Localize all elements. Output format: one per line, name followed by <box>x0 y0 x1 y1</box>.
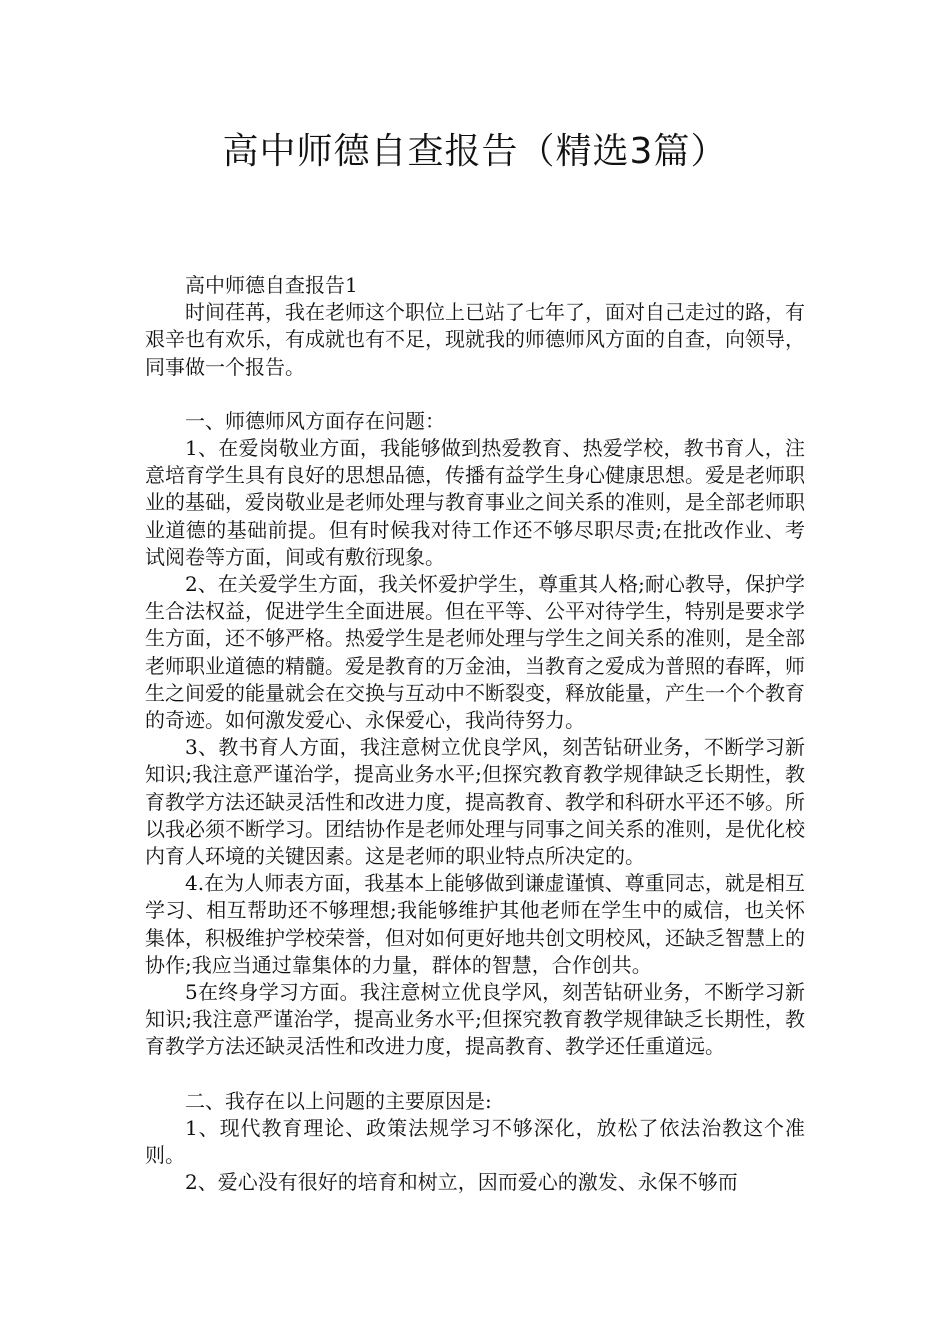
paragraph-item-2: 2、在关爱学生方面，我关怀爱护学生，尊重其人格;耐心教导，保护学生合法权益，促进学生全面进展。但在平等、公平对待学生，特别是要求学生方面，还不够严格。热爱学生是老师处理与学生之间关系的准则，是全部老师职业道德的精髓。爱是教育的万金油，当教育之爱成为普照的春晖，师生之间爱的能量就会在交换与互动中不断裂变，释放能量，产生一个个教育的奇迹。如何激发爱心、永保爱心，我尚待努力。 <box>145 572 805 733</box>
paragraph-item-4: 4.在为人师表方面，我基本上能够做到谦虚谨慎、尊重同志，就是相互学习、相互帮助还不够理想;我能够维护其他老师在学生中的威信，也关怀集体，积极维护学校荣誉，但对如何更好地共创文明校风，还缺乏智慧上的协作;我应当通过靠集体的力量，群体的智慧，合作创共。 <box>145 871 805 977</box>
document-title: 高中师德自查报告（精选3篇） <box>222 131 728 172</box>
paragraph-item-5: 5在终身学习方面。我注意树立优良学风，刻苦钻研业务，不断学习新知识;我注意严谨治学，提高业务水平;但探究教育教学规律缺乏长期性，教育教学方法还缺灵活性和改进力度，提高教育、教学还任重道远。 <box>145 980 805 1059</box>
paragraph-item-1: 1、在爱岗敬业方面，我能够做到热爱教育、热爱学校，教书育人，注意培育学生具有良好的思想品德，传播有益学生身心健康思想。爱是老师职业的基础，爱岗敬业是老师处理与教育事业之间关系的准则，是全部老师职业道德的基础前提。但有时候我对待工作还不够尽职尽责;在批改作业、考试阅卷等方面，间或有敷衍现象。 <box>145 436 805 569</box>
paragraph-item-3: 3、教书育人方面，我注意树立优良学风，刻苦钻研业务，不断学习新知识;我注意严谨治学，提高业务水平;但探究教育教学规律缺乏长期性，教育教学方法还缺灵活性和改进力度，提高教育、教学和科研水平还不够。所以我必须不断学习。团结协作是老师处理与同事之间关系的准则，是优化校内育人环境的关键因素。这是老师的职业特点所决定的。 <box>145 735 805 869</box>
paragraph-gap <box>145 381 805 408</box>
paragraph-cause-2: 2、爱心没有很好的培育和树立，因而爱心的激发、永保不够而 <box>185 1170 738 1195</box>
paragraph-gap <box>145 1061 805 1088</box>
section-heading-problems: 一、师德师风方面存在问题： <box>185 408 445 433</box>
paragraph-cause-1: 1、现代教育理论、政策法规学习不够深化，放松了依法治教这个准则。 <box>145 1115 805 1168</box>
section-heading-report-1: 高中师德自查报告1 <box>185 273 358 297</box>
paragraph-intro: 时间荏苒，我在老师这个职位上已站了七年了，面对自己走过的路，有艰辛也有欢乐，有成就也有不足，现就我的师德师风方面的自查，向领导，同事做一个报告。 <box>145 300 805 379</box>
document-body <box>145 272 805 1197</box>
section-heading-causes: 二、我存在以上问题的主要原因是: <box>185 1088 492 1113</box>
